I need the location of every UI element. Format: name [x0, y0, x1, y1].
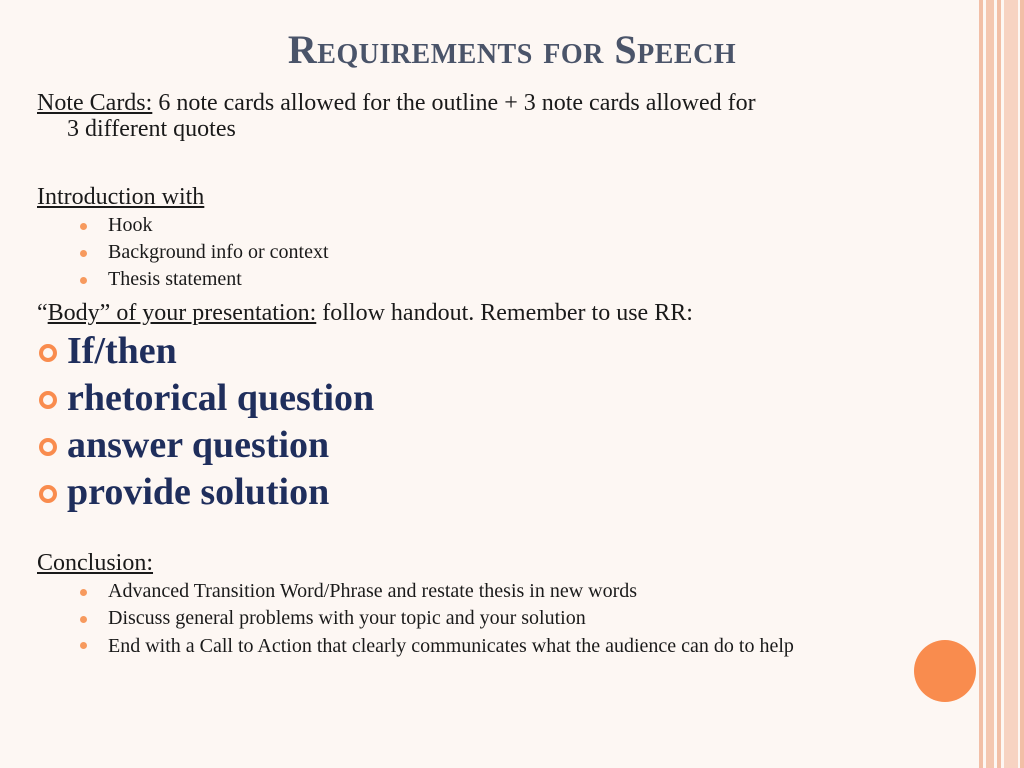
introduction-list [80, 212, 329, 293]
rr-item: answer question [37, 422, 374, 469]
rr-item: If/then [37, 328, 374, 375]
ring-bullet-icon [39, 485, 57, 503]
rr-item: rhetorical question [37, 375, 374, 422]
introduction-label: Introduction with [37, 184, 205, 210]
conclusion-label: Conclusion: [37, 550, 154, 576]
note-cards-label: Note Cards: [37, 90, 153, 116]
bullet-icon [80, 589, 87, 596]
list-item: Thesis statement [80, 266, 329, 293]
list-item: Hook [80, 212, 329, 239]
list-item: Background info or context [80, 239, 329, 266]
bullet-icon [80, 277, 87, 284]
body-label: Body” of your presentation: [47, 300, 317, 326]
bullet-icon [80, 642, 87, 649]
decorative-stripe [986, 0, 994, 768]
list-item: Discuss general problems with your topic and your solution [80, 605, 960, 632]
rr-item: provide solution [37, 469, 374, 516]
decorative-stripe [1004, 0, 1018, 768]
ring-bullet-icon [39, 344, 57, 362]
ring-bullet-icon [39, 391, 57, 409]
body-paragraph: “Body” of your presentation: follow handout. Remember to use RR: [37, 300, 693, 326]
slide-title: Requirements for Speech [287, 27, 737, 72]
bullet-icon [80, 250, 87, 257]
note-cards-text-continued: 3 different quotes [67, 116, 236, 142]
note-cards-text: 6 note cards allowed for the outline + 3 note cards allowed for [152, 90, 756, 116]
decorative-stripe [1020, 0, 1024, 768]
rr-list [37, 328, 374, 516]
introduction-heading [37, 184, 204, 210]
list-item: End with a Call to Action that clearly communicates what the audience can do to help [80, 632, 960, 657]
conclusion-list [80, 578, 960, 657]
decorative-stripe [979, 0, 983, 768]
note-cards-paragraph [37, 90, 977, 142]
list-item: Advanced Transition Word/Phrase and restate thesis in new words [80, 578, 960, 605]
bullet-icon [80, 223, 87, 230]
ring-bullet-icon [39, 438, 57, 456]
conclusion-heading [37, 550, 153, 576]
decorative-stripe [997, 0, 1001, 768]
bullet-icon [80, 616, 87, 623]
body-text: follow handout. Remember to use RR: [316, 300, 693, 326]
